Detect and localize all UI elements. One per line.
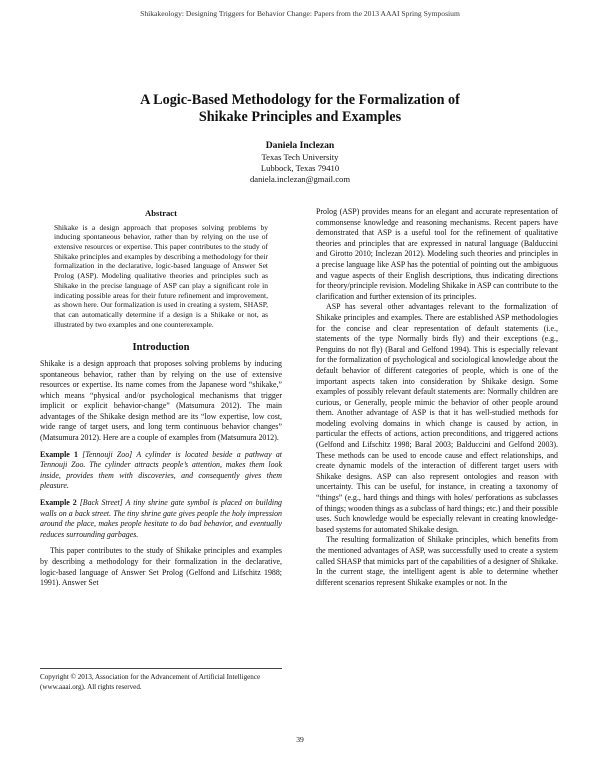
intro-paragraph-2: This paper contributes to the study of Shikake principles and examples by describing a methodology for their formalization in the declarative, logic-based language of Answer Set Prolog (Gelfond and Lifschitz 1988; 1991). Answer Set	[40, 546, 282, 588]
example-2-text: [Back Street] A tiny shrine gate symbol is placed on building walls on a back street. The tiny shrine gate gives people the holy impression around the place, makes people hesitate to do bad behavior, and eventually reduces surrounding garbages.	[40, 498, 282, 539]
example-1-label: Example 1	[40, 449, 78, 459]
right-paragraph-1: Prolog (ASP) provides means for an elegant and accurate representation of commonsense knowledge and reasoning mechanisms. Recent papers have demonstrated that ASP is a useful tool for the refinement of qualitative theories and principles that are expressed in natural language (Balduccini and Girotto 2010; Inclezan 2012). Modeling such theories and principles in a precise language like ASP has the potential of pointing out the ambiguous and vague aspects of their English descriptions, thus indicating directions for theory/principle revision. Modeling Shikake in ASP can contribute to the clarification and further extension of its principles.	[316, 207, 558, 301]
intro-paragraph-1: Shikake is a design approach that proposes solving problems by inducing spontaneous behavior, rather than by relying on the use of extensive resources or expertise. Its name comes from the Japanese word “shikake,” which means “physical and/or psychological mechanisms that trigger implicit or explicit behavior-change” (Matsumura 2012). The main advantages of the Shikake design method are its “low expertise, low cost, wide range of target users, and long term continuous behavior changes” (Matsumura 2012). Here are a couple of examples from (Matsumura 2012).	[40, 358, 282, 443]
example-1	[40, 450, 282, 492]
author-affiliation: Texas Tech University	[261, 152, 339, 162]
abstract-text: Shikake is a design approach that proposes solving problems by inducing spontaneous behavior, rather than by relying on the use of extensive resources or expertise. This paper contributes to the study of Shikake principles and examples by describing a methodology for their formalization in the declarative, logic-based language of Answer Set Prolog (ASP). Modeling qualitative theories and principles such as Shikake in the precise language of ASP can play a significant role in indicating possible areas for their future refinement and improvement, as shown here. Our formalization is used in creating a system, SHASP, that can automatically determine if a design is a Shikake or not, as illustrated by two examples and one counterexample.	[54, 222, 268, 329]
right-column	[316, 207, 558, 588]
copyright-notice: Copyright © 2013, Association for the Advancement of Artificial Intelligence (www.aaai.org). All rights reserved.	[40, 668, 282, 692]
introduction-heading: Introduction	[132, 342, 190, 354]
example-2	[40, 498, 282, 540]
author-address: Lubbock, Texas 79410	[260, 163, 340, 173]
example-1-text: [Tennouji Zoo] A cylinder is located beside a pathway at Tennouji Zoo. The cylinder attracts people’s attention, makes them look inside, provides them with discoveries, and consequently gives them pleasure.	[40, 449, 282, 491]
left-column	[40, 208, 282, 589]
example-2-label: Example 2	[40, 498, 77, 508]
right-paragraph-3: The resulting formalization of Shikake principles, which benefits from the mentioned advantages of ASP, was successfully used to create a system called SHASP that mimicks part of the capabilities of a designer of Shikake. In the current stage, the intelligent agent is able to determine whether different scenarios represent Shikake examples or not. In the	[316, 535, 558, 587]
title-line-2: Shikake Principles and Examples	[198, 109, 402, 125]
author-block	[100, 140, 500, 185]
author-email: daniela.inclezan@gmail.com	[249, 174, 351, 184]
author-name: Daniela Inclezan	[265, 140, 335, 151]
running-head: Shikakeology: Designing Triggers for Behavior Change: Papers from the 2013 AAAI Spring Symposium	[140, 9, 460, 18]
abstract-heading: Abstract	[145, 208, 177, 218]
page-number: 39	[296, 735, 304, 744]
right-paragraph-2: ASP has several other advantages relevant to the formalization of Shikake principles and examples. There are established ASP methodologies for the concise and clear representation of default statements (i.e., statements of the type Normally birds fly) and their exceptions (e.g., Penguins do not fly) (Baral and Gelfond 1994). This is especially relevant for the formalization of psychological and sociological knowledge about the default behavior of different categories of people, which is one of the important aspects taken into consideration by Shikake design. Some examples of possibly relevant default statements are: Normally children are curious, or Generally, people mimic the behavior of other people around them. Another advantage of ASP is that it has well-studied methods for modeling evolving domains in which change is caused by action, in particular the effects of actions, action preconditions, and triggered actions (Gelfond and Lifschitz 1998; Baral 2003; Balduccini and Gelfond 2003). These methods can be used to encode cause and effect relationships, and create dynamic models of the interaction of different target users with Shikake designs. ASP can also represent ontologies and reason with uncertainty. This can be useful, for instance, in creating a taxonomy of “things” (e.g., hard things and things with holes/ perforations as subclasses of things; wooden things as a subclass of hard things; etc.) and their possible uses. Such knowledge would be especially relevant in creating knowledge-based systems for automated Shikake design.	[316, 302, 558, 534]
title-line-1: A Logic-Based Methodology for the Formalization of	[140, 92, 460, 108]
paper-title	[40, 92, 560, 126]
